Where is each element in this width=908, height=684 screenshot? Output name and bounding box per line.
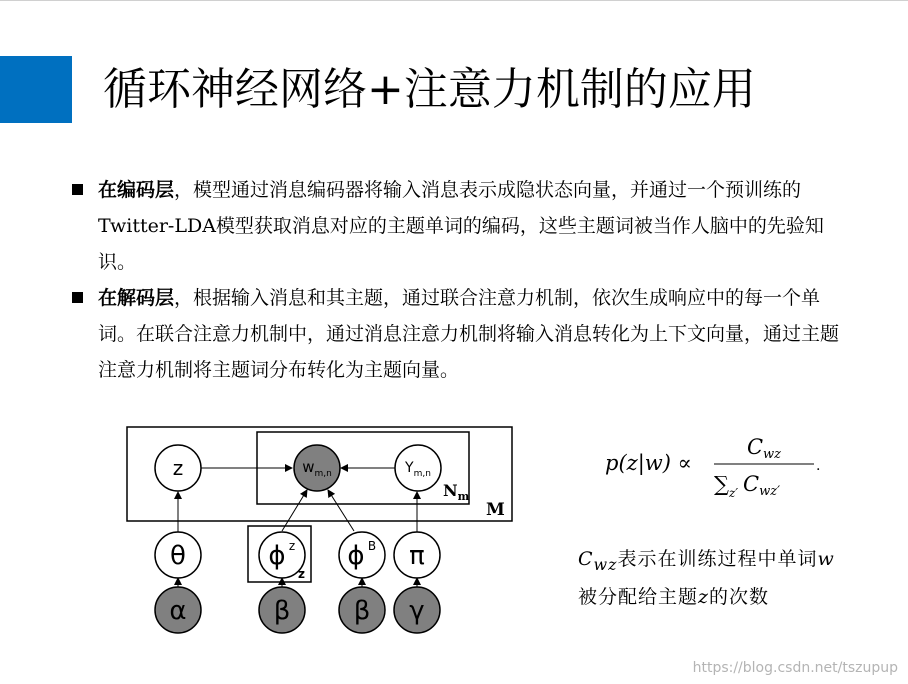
slide-title: 循环神经网络+注意力机制的应用 [103,64,756,115]
node-y [395,445,441,491]
svg-text:z: z [288,539,296,553]
title-accent-block [0,56,72,123]
formula-period: . [816,458,821,474]
svg-text:θ: θ [170,541,186,571]
plate-nm-label: $N_m$ [443,481,470,503]
note-text-2: 被分配给主题 [578,585,699,608]
bullet-decoder-heading: 在解码层 [98,287,175,309]
plate-z-label: z [298,567,305,581]
node-beta2-observed [339,587,385,633]
note-text-3: 的次数 [709,585,770,608]
node-theta [155,532,201,578]
formula-numerator: Cwz [746,435,782,462]
bullet-encoder-text: ，模型通过消息编码器将输入消息表示成隐状态向量，并通过一个预训练的Twitter-LDA模型获取消息对应的主题单词的编码，这些主题词被当作人脑中的先验知识。 [98,179,824,273]
top-border-line [0,0,908,1]
svg-text:ϕ: ϕ [347,541,365,571]
svg-text:γ: γ [409,596,425,626]
bullet-decoder-text: ，根据输入消息和其主题，通过联合注意力机制，依次生成响应中的每一个单词。在联合注意力机制中，通过消息注意力机制将输入消息转化为上下文向量，通过主题注意力机制将主题词分布转化为主题向量。 [98,287,840,381]
svg-text:π: π [409,541,425,571]
node-z [155,445,201,491]
svg-text:ϕ: ϕ [268,541,286,571]
node-w-observed [294,445,340,491]
edge-phiz-w [282,490,307,531]
bullet-encoder [72,172,842,280]
note-w: w [817,548,835,570]
formula-lhs: p(z|w) ∝ [605,451,692,475]
graphical-model-diagram [124,424,516,638]
square-bullet-icon [72,184,83,195]
svg-text:β: β [273,596,291,626]
bullet-list [72,172,842,388]
svg-text:β: β [353,596,371,626]
svg-text:z: z [172,456,184,480]
note-z: z [698,585,710,608]
svg-text:Ym,n: $Y_{m,n}$ [405,460,431,479]
plate-m-label: M [486,500,505,520]
node-gamma-observed [394,587,440,633]
svg-text:α: α [169,596,187,626]
svg-text:wm,n: $w_{m,n}$ [302,458,332,479]
bullet-encoder-heading: 在编码层 [98,179,175,201]
node-phi-b [339,532,385,578]
watermark: https://blog.csdn.net/tszupup [692,660,898,676]
formula-note [578,543,848,614]
edge-phib-w [328,490,354,531]
node-alpha-observed [155,587,201,633]
note-text-1: 表示在训练过程中单词 [617,548,818,570]
note-c: $C_{wz}$ [578,548,618,574]
formula-denominator: $\sum_{z'}$ Cwz′ [714,472,781,500]
node-phi-z [259,532,305,578]
bullet-decoder [72,280,842,388]
square-bullet-icon [72,292,83,303]
svg-text:B: B [367,539,377,553]
node-pi [394,532,440,578]
node-beta1-observed [259,587,305,633]
probability-formula [600,424,830,504]
